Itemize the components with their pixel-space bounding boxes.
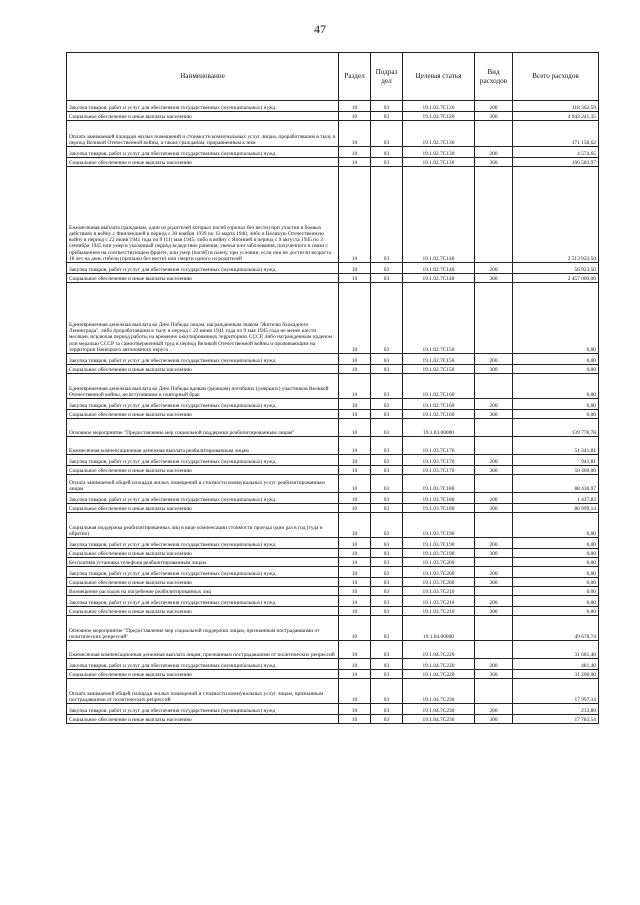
table-row [67, 147, 599, 158]
cell-subsection: 03 [371, 263, 403, 274]
cell-target: 19.1.02.7С150 [403, 354, 475, 365]
cell-kind: 300 [475, 715, 513, 724]
cell-name: Социальное обеспечение и иные выплаты населению [67, 365, 339, 374]
table-row [67, 504, 599, 513]
cell-total: 31 681,40 [513, 641, 599, 659]
cell-target: 19.1.03.7С170 [403, 437, 475, 455]
cell-kind [475, 374, 513, 399]
table-row [67, 607, 599, 616]
cell-target: 19.1.03.7С210 [403, 607, 475, 616]
cell-total: 0,00 [513, 538, 599, 549]
cell-subsection: 03 [371, 558, 403, 567]
cell-section: 10 [339, 374, 371, 399]
cell-target: 19.1.04.00000 [403, 616, 475, 641]
cell-subsection: 03 [371, 354, 403, 365]
cell-subsection: 03 [371, 704, 403, 715]
cell-section: 10 [339, 365, 371, 374]
cell-section: 10 [339, 112, 371, 121]
cell-subsection: 03 [371, 616, 403, 641]
cell-target: 19.1.04.7С230 [403, 679, 475, 704]
cell-name: Закупка товаров, работ и услуг для обеспечения государственных (муниципальных) нужд [67, 493, 339, 504]
cell-total: 481,40 [513, 659, 599, 670]
cell-target: 19.1.02.7С130 [403, 121, 475, 147]
cell-subsection: 03 [371, 659, 403, 670]
cell-target: 19.1.04.7С220 [403, 641, 475, 659]
cell-name: Ежемесячная компенсационная денежная выплата реабилитированным лицам [67, 437, 339, 455]
table-row [67, 263, 599, 274]
cell-section: 10 [339, 607, 371, 616]
cell-name: Оплата занимаемой общей площади жилых помещений и стоимости коммунальных услуг лицам, признанным пострадавшими от политических репрессий [67, 679, 339, 704]
cell-name: Закупка товаров, работ и услуг для обеспечения государственных (муниципальных) нужд [67, 538, 339, 549]
cell-name: Социальное обеспечение и иные выплаты населению [67, 410, 339, 419]
cell-target: 19.1.03.7С200 [403, 567, 475, 578]
cell-subsection: 03 [371, 475, 403, 493]
cell-name: Единовременная денежная выплата ко Дню Победы лицам, награжденным знаком "Жителю блокадного Ленинграда", либо проработавшим в тылу в период с 22 июня 1941 года по 9 мая 1945 года не менее шести месяцев, исключая период работы на временно оккупированных территориях СССР, либо награжденным орденом или медалью СССР за самоотверженный труд в период Великой Отечественной войны и проживающим на территории Ненецкого автономного округа [67, 283, 339, 354]
cell-subsection: 03 [371, 715, 403, 724]
cell-total: 17 997,34 [513, 679, 599, 704]
cell-name: Закупка товаров, работ и услуг для обеспечения государственных (муниципальных) нужд [67, 399, 339, 410]
cell-total: 17 783,54 [513, 715, 599, 724]
cell-subsection: 03 [371, 399, 403, 410]
budget-table [66, 52, 599, 724]
cell-total: 50 400,00 [513, 466, 599, 475]
cell-subsection: 03 [371, 419, 403, 437]
cell-name: Социальное обеспечение и иные выплаты населению [67, 112, 339, 121]
cell-kind: 300 [475, 549, 513, 558]
cell-subsection: 03 [371, 670, 403, 679]
cell-total: 0,00 [513, 558, 599, 567]
table-row [67, 410, 599, 419]
table-row [67, 715, 599, 724]
cell-name: Ежемесячная выплата гражданам, один из родителей которых погиб (пропал без вести) при участии в боевых действиях в войну с Финляндией в период с 30 ноября 1939 по 13 марта 1940, либо в Великую Отечественную войну в период с 22 июня 1941 года по 9 (11) мая 1945, либо в войну с Японией в период с 9 августа 1945 по 3 сентября 1945 или умер в указанный период вследствие ранения, увечья или заболевания, полученного в связи с пребыванием на соответствующем фронте, или умер (погиб) в плену, при условии, если они не достигли возраста 18 лет на день гибели (пропажи без вести) или смерти одного из родителей [67, 167, 339, 263]
cell-section: 10 [339, 158, 371, 167]
cell-kind: 300 [475, 410, 513, 419]
cell-kind: 200 [475, 399, 513, 410]
cell-subsection: 03 [371, 641, 403, 659]
cell-name: Основное мероприятие "Предоставление мер социальной поддержки реабилитированным лицам" [67, 419, 339, 437]
cell-target: 19.1.03.7С190 [403, 513, 475, 538]
cell-subsection: 03 [371, 578, 403, 587]
cell-total: 31 200,00 [513, 670, 599, 679]
cell-kind: 200 [475, 704, 513, 715]
cell-section: 10 [339, 466, 371, 475]
column-header-name: Наименование [67, 53, 339, 101]
cell-section: 10 [339, 616, 371, 641]
cell-kind [475, 587, 513, 596]
cell-target: 19.1.03.7С170 [403, 466, 475, 475]
cell-total: 213,80 [513, 704, 599, 715]
cell-subsection: 03 [371, 374, 403, 399]
table-row [67, 513, 599, 538]
cell-target: 19.1.03.7С190 [403, 538, 475, 549]
page-number: 47 [314, 22, 326, 36]
cell-section: 10 [339, 567, 371, 578]
cell-name: Оплата занимаемой площади жилых помещений и стоимости коммунальных услуг лицам, проработавшим в тылу в период Великой Отечественной войны, а также гражданам, приравненным к ним [67, 121, 339, 147]
cell-subsection: 03 [371, 455, 403, 466]
cell-target: 19.1.02.7С160 [403, 374, 475, 399]
column-header-subsection: Подраз дел [371, 53, 403, 101]
cell-name: Социальное обеспечение и иные выплаты населению [67, 607, 339, 616]
cell-target: 19.1.02.7С150 [403, 283, 475, 354]
cell-kind [475, 616, 513, 641]
cell-kind: 300 [475, 158, 513, 167]
cell-name: Социальное обеспечение и иные выплаты населению [67, 158, 339, 167]
cell-subsection: 03 [371, 607, 403, 616]
column-header-section: Раздел [339, 53, 371, 101]
cell-total: 0,00 [513, 587, 599, 596]
cell-subsection: 03 [371, 147, 403, 158]
table-row [67, 549, 599, 558]
cell-total: 4 574,65 [513, 147, 599, 158]
cell-kind: 200 [475, 147, 513, 158]
cell-total: 56 923,50 [513, 263, 599, 274]
cell-total: 0,00 [513, 399, 599, 410]
cell-section: 10 [339, 455, 371, 466]
cell-section: 10 [339, 513, 371, 538]
cell-total: 166 583,97 [513, 158, 599, 167]
cell-section: 10 [339, 147, 371, 158]
cell-total: 0,00 [513, 513, 599, 538]
cell-kind [475, 475, 513, 493]
cell-kind: 300 [475, 670, 513, 679]
cell-name: Закупка товаров, работ и услуг для обеспечения государственных (муниципальных) нужд [67, 101, 339, 112]
cell-target: 19.1.03.7С210 [403, 596, 475, 607]
cell-name: Социальное обеспечение и иные выплаты населению [67, 578, 339, 587]
table-row [67, 399, 599, 410]
table-row [67, 455, 599, 466]
table-row [67, 641, 599, 659]
cell-kind [475, 121, 513, 147]
cell-section: 10 [339, 167, 371, 263]
cell-section: 10 [339, 578, 371, 587]
cell-target: 19.1.04.7С230 [403, 704, 475, 715]
cell-target: 19.1.02.7С120 [403, 112, 475, 121]
cell-total: 0,00 [513, 607, 599, 616]
cell-kind: 300 [475, 466, 513, 475]
cell-total: 0,00 [513, 365, 599, 374]
table-row [67, 670, 599, 679]
cell-total: 171 158,62 [513, 121, 599, 147]
cell-name: Социальное обеспечение и иные выплаты населению [67, 504, 339, 513]
cell-section: 10 [339, 475, 371, 493]
cell-subsection: 03 [371, 504, 403, 513]
cell-section: 10 [339, 493, 371, 504]
cell-target: 19.1.02.7С130 [403, 158, 475, 167]
cell-total: 118 362,59 [513, 101, 599, 112]
table-body [67, 101, 599, 724]
cell-section: 10 [339, 274, 371, 283]
cell-target: 19.1.03.7С200 [403, 578, 475, 587]
cell-kind [475, 419, 513, 437]
table-row [67, 365, 599, 374]
cell-kind: 300 [475, 365, 513, 374]
cell-name: Закупка товаров, работ и услуг для обеспечения государственных (муниципальных) нужд [67, 567, 339, 578]
cell-name: Социальное обеспечение и иные выплаты населению [67, 274, 339, 283]
cell-section: 10 [339, 704, 371, 715]
cell-kind: 200 [475, 538, 513, 549]
cell-section: 10 [339, 596, 371, 607]
cell-target: 19.1.02.7С150 [403, 365, 475, 374]
cell-section: 10 [339, 354, 371, 365]
cell-subsection: 03 [371, 283, 403, 354]
cell-section: 10 [339, 641, 371, 659]
cell-total: 941,81 [513, 455, 599, 466]
table-row [67, 374, 599, 399]
cell-kind: 200 [475, 263, 513, 274]
cell-target: 19.1.03.00000 [403, 419, 475, 437]
cell-target: 19.1.02.7С140 [403, 263, 475, 274]
table-row [67, 659, 599, 670]
cell-total: 49 678,74 [513, 616, 599, 641]
table-row [67, 466, 599, 475]
cell-name: Ежемесячная компенсационная денежная выплата лицам, признанным пострадавшими от политических репрессий [67, 641, 339, 659]
cell-total: 0,00 [513, 283, 599, 354]
cell-subsection: 03 [371, 167, 403, 263]
cell-kind [475, 283, 513, 354]
cell-kind: 300 [475, 504, 513, 513]
table-header-row [67, 53, 599, 101]
table-row [67, 538, 599, 549]
cell-target: 19.1.03.7С170 [403, 455, 475, 466]
cell-total: 0,00 [513, 578, 599, 587]
table-row [67, 558, 599, 567]
cell-total: 0,00 [513, 354, 599, 365]
table-row [67, 121, 599, 147]
cell-subsection: 03 [371, 596, 403, 607]
cell-kind: 300 [475, 578, 513, 587]
table-row [67, 283, 599, 354]
cell-target: 19.1.03.7С200 [403, 558, 475, 567]
table-row [67, 354, 599, 365]
column-header-target: Целевая статья [403, 53, 475, 101]
cell-section: 10 [339, 419, 371, 437]
cell-total: 0,00 [513, 374, 599, 399]
cell-total: 88 436,97 [513, 475, 599, 493]
table-row [67, 419, 599, 437]
cell-target: 19.1.02.7С120 [403, 101, 475, 112]
cell-name: Закупка товаров, работ и услуг для обеспечения государственных (муниципальных) нужд [67, 147, 339, 158]
cell-total: 51 341,81 [513, 437, 599, 455]
cell-kind: 200 [475, 354, 513, 365]
cell-section: 10 [339, 121, 371, 147]
cell-name: Основное мероприятие "Предоставление мер социальной поддержки лицам, признанным пострадавшими от политических репрессий" [67, 616, 339, 641]
cell-target: 19.1.02.7С140 [403, 274, 475, 283]
cell-total: 86 999,14 [513, 504, 599, 513]
cell-subsection: 03 [371, 513, 403, 538]
cell-section: 10 [339, 715, 371, 724]
cell-subsection: 03 [371, 587, 403, 596]
cell-subsection: 03 [371, 365, 403, 374]
table-row [67, 437, 599, 455]
cell-name: Закупка товаров, работ и услуг для обеспечения государственных (муниципальных) нужд [67, 659, 339, 670]
cell-name: Оплата занимаемой общей площади жилых помещений и стоимости коммунальных услуг реабилитированным лицам [67, 475, 339, 493]
cell-section: 10 [339, 670, 371, 679]
cell-target: 19.1.02.7С130 [403, 147, 475, 158]
cell-kind: 200 [475, 567, 513, 578]
cell-kind [475, 513, 513, 538]
cell-target: 19.1.02.7С140 [403, 167, 475, 263]
cell-kind: 200 [475, 493, 513, 504]
cell-section: 10 [339, 283, 371, 354]
cell-name: Социальная поддержка реабилитированных лиц в виде компенсации стоимости проезда один раз в год (туда и обратно) [67, 513, 339, 538]
cell-total: 0,00 [513, 410, 599, 419]
cell-target: 19.1.04.7С220 [403, 670, 475, 679]
cell-kind [475, 641, 513, 659]
cell-section: 10 [339, 549, 371, 558]
cell-target: 19.1.02.7С160 [403, 410, 475, 419]
cell-section: 10 [339, 399, 371, 410]
cell-subsection: 03 [371, 158, 403, 167]
table-row [67, 101, 599, 112]
column-header-kind: Вид расходов [475, 53, 513, 101]
column-header-total: Всего расходов [513, 53, 599, 101]
cell-subsection: 03 [371, 410, 403, 419]
cell-total: 139 778,78 [513, 419, 599, 437]
cell-name: Социальное обеспечение и иные выплаты населению [67, 670, 339, 679]
table-row [67, 475, 599, 493]
table-row [67, 112, 599, 121]
cell-name: Закупка товаров, работ и услуг для обеспечения государственных (муниципальных) нужд [67, 596, 339, 607]
table-row [67, 616, 599, 641]
cell-subsection: 03 [371, 112, 403, 121]
cell-total: 2 513 923,50 [513, 167, 599, 263]
cell-section: 10 [339, 410, 371, 419]
cell-subsection: 03 [371, 567, 403, 578]
table-row [67, 596, 599, 607]
cell-target: 19.1.03.7С190 [403, 549, 475, 558]
cell-subsection: 03 [371, 121, 403, 147]
cell-section: 10 [339, 263, 371, 274]
cell-total: 0,00 [513, 567, 599, 578]
cell-kind [475, 167, 513, 263]
cell-target: 19.1.04.7С220 [403, 659, 475, 670]
cell-kind: 200 [475, 659, 513, 670]
cell-target: 19.1.03.7С180 [403, 493, 475, 504]
cell-section: 10 [339, 558, 371, 567]
cell-total: 4 943 241,35 [513, 112, 599, 121]
cell-target: 19.1.04.7С230 [403, 715, 475, 724]
cell-total: 2 457 000,00 [513, 274, 599, 283]
cell-kind: 300 [475, 274, 513, 283]
table-row [67, 567, 599, 578]
cell-subsection: 03 [371, 549, 403, 558]
cell-total: 0,00 [513, 549, 599, 558]
cell-kind: 200 [475, 455, 513, 466]
cell-subsection: 03 [371, 679, 403, 704]
cell-total: 1 437,83 [513, 493, 599, 504]
cell-subsection: 03 [371, 538, 403, 549]
cell-name: Возмещение расходов на погребение реабилитированных лиц [67, 587, 339, 596]
cell-kind: 300 [475, 607, 513, 616]
table-row [67, 679, 599, 704]
cell-section: 10 [339, 504, 371, 513]
cell-name: Закупка товаров, работ и услуг для обеспечения государственных (муниципальных) нужд [67, 704, 339, 715]
cell-kind: 200 [475, 596, 513, 607]
cell-name: Социальное обеспечение и иные выплаты населению [67, 715, 339, 724]
cell-kind [475, 558, 513, 567]
cell-section: 10 [339, 538, 371, 549]
cell-target: 19.1.03.7С210 [403, 587, 475, 596]
cell-subsection: 03 [371, 437, 403, 455]
cell-kind: 300 [475, 112, 513, 121]
cell-section: 10 [339, 587, 371, 596]
cell-target: 19.1.02.7С160 [403, 399, 475, 410]
cell-section: 10 [339, 679, 371, 704]
cell-name: Социальное обеспечение и иные выплаты населению [67, 549, 339, 558]
cell-subsection: 03 [371, 101, 403, 112]
cell-section: 10 [339, 101, 371, 112]
cell-kind [475, 437, 513, 455]
cell-name: Закупка товаров, работ и услуг для обеспечения государственных (муниципальных) нужд [67, 263, 339, 274]
cell-target: 19.1.03.7С180 [403, 475, 475, 493]
cell-name: Бесплатная установка телефона реабилитированным лицам [67, 558, 339, 567]
cell-subsection: 03 [371, 493, 403, 504]
cell-total: 0,00 [513, 596, 599, 607]
table-row [67, 274, 599, 283]
cell-section: 10 [339, 659, 371, 670]
table-row [67, 578, 599, 587]
cell-kind: 200 [475, 101, 513, 112]
table-row [67, 704, 599, 715]
cell-name: Единовременная денежная выплата ко Дню Победы вдовам (вдовцам) погибших (умерших) участников Великой Отечественной войны, не вступившим в повторный брак [67, 374, 339, 399]
cell-section: 10 [339, 437, 371, 455]
cell-subsection: 03 [371, 466, 403, 475]
cell-name: Социальное обеспечение и иные выплаты населению [67, 466, 339, 475]
cell-name: Закупка товаров, работ и услуг для обеспечения государственных (муниципальных) нужд [67, 455, 339, 466]
table-row [67, 587, 599, 596]
table-row [67, 167, 599, 263]
cell-name: Закупка товаров, работ и услуг для обеспечения государственных (муниципальных) нужд [67, 354, 339, 365]
cell-target: 19.1.03.7С180 [403, 504, 475, 513]
table-row [67, 493, 599, 504]
cell-subsection: 03 [371, 274, 403, 283]
table-row [67, 158, 599, 167]
cell-kind [475, 679, 513, 704]
